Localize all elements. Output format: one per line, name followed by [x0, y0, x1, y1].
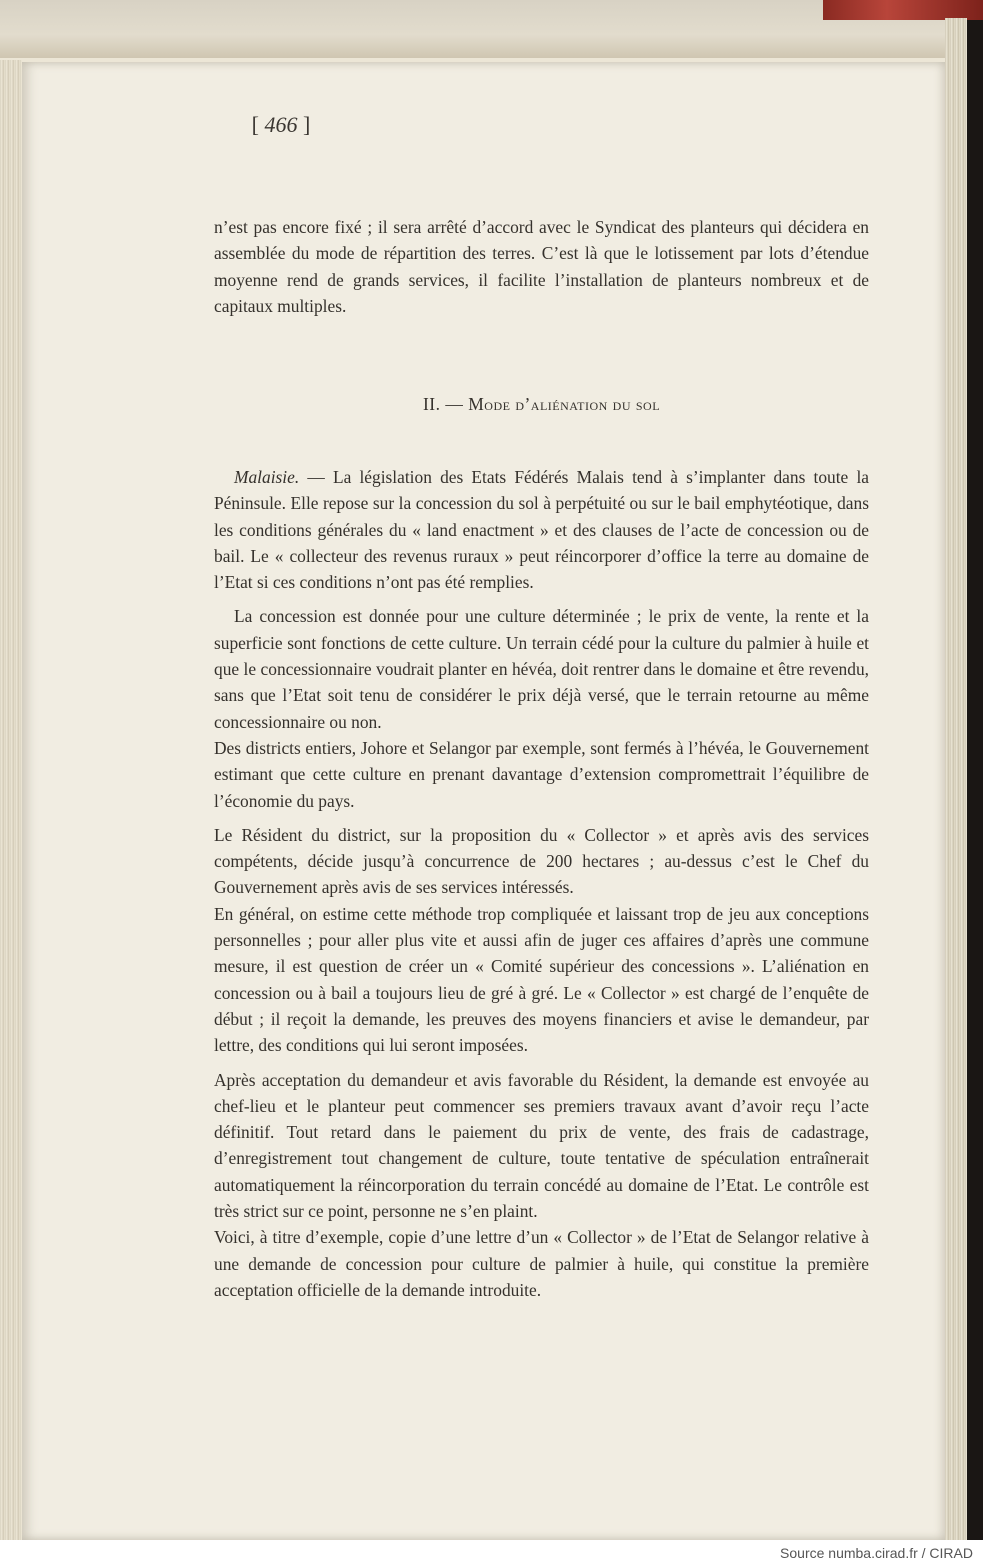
left-page-edges — [0, 60, 22, 1540]
paragraph: Après acceptation du demandeur et avis favorable du Résident, la demande est envoyée au chef-lieu et le planteur peut commencer ses premiers travaux avant d’avoir reçu l’acte définitif. Tout retard dans le paiement du prix de vente, des frais de cadastrage, d’enregistrement tout changement de culture, toute tentative de spéculation entraînerait automatiquement la réincorporation du terrain concédé au domaine de l’Etat. Le contrôle est très strict sur ce point, personne ne s’en plaint. — [214, 1069, 869, 1222]
opening-paragraph-block — [214, 214, 869, 319]
paragraph: Voici, à titre d’exemple, copie d’une lettre d’un « Collector » de l’Etat de Selangor relative à une demande de concession pour culture de palmier à huile, qui constitue la première acceptation officielle de la demande introduite. — [214, 1227, 869, 1300]
paragraph: Le Résident du district, sur la proposition du « Collector » et après avis des services compétents, décide jusqu’à concurrence de 200 hectares ; au-dessus c’est le Chef du Gouvernement après avis de ses services intéressés. — [214, 824, 869, 898]
section-title: Mode d’aliénation du sol — [468, 394, 661, 414]
section-heading — [214, 394, 869, 415]
paragraph-malaisie — [214, 464, 869, 595]
source-credit: Source numba.cirad.fr / CIRAD — [780, 1545, 973, 1561]
page-number-value: 466 — [264, 112, 298, 137]
opening-paragraph: n’est pas encore fixé ; il sera arrêté d’accord avec le Syndicat des planteurs qui décidera en assemblée du mode de répartition des terres. C’est là que le lotissement par lots d’étendue moyenne rend de grands services, il facilite l’installation de planteurs nombreux et de capitaux multiples. — [214, 217, 869, 316]
body-text — [214, 464, 869, 1303]
right-page-edges — [945, 18, 967, 1540]
paragraph: Des districts entiers, Johore et Selangor par exemple, sont fermés à l’hévéa, le Gouvernement estimant que cette culture en prenant davantage d’extension compromettrait l’équilibre de l’économie du pays. — [214, 737, 869, 811]
paragraph: La concession est donnée pour une culture déterminée ; le prix de vente, la rente et la superficie sont fonctions de cette culture. Un terrain cédé pour la culture du palmier à huile et que le concessionnaire voudrait planter en hévéa, doit rentrer dans le domaine et être revendu, sans que l’Etat soit tenu de considérer le prix déjà versé, que le terrain retourne au même concessionnaire ou non. — [214, 606, 869, 732]
dark-background — [965, 20, 983, 1540]
paragraph-text: — La législation des Etats Fédérés Malais tend à s’implanter dans toute la Péninsule. Elle repose sur la concession du sol à perpétuité ou sur le bail emphytéotique, dans les conditions générales du « land enactment » et des clauses de l’acte de concession ou de bail. Le « collecteur des revenus ruraux » peut réincorporer d’office la terre au domaine de l’Etat si ces conditions n’ont pas été remplies. — [214, 467, 869, 593]
red-cover-edge — [823, 0, 983, 20]
paragraph-lead: Malaisie. — [234, 467, 300, 487]
page-number: [ 466 ] — [251, 112, 311, 137]
paragraph: En général, on estime cette méthode trop compliquée et laissant trop de jeu aux conceptions personnelles ; pour aller plus vite et aussi afin de juger ces affaires d’après une commune mesure, il est question de créer un « Comité supérieur des concessions ». L’aliénation en concession ou à bail a toujours lieu de gré à gré. Le « Collector » est chargé de l’enquête de début ; il reçoit la demande, les preuves des moyens financiers et avise le demandeur, par lettre, des conditions qui lui seront imposées. — [214, 903, 869, 1056]
section-numeral: II. — — [422, 394, 464, 414]
